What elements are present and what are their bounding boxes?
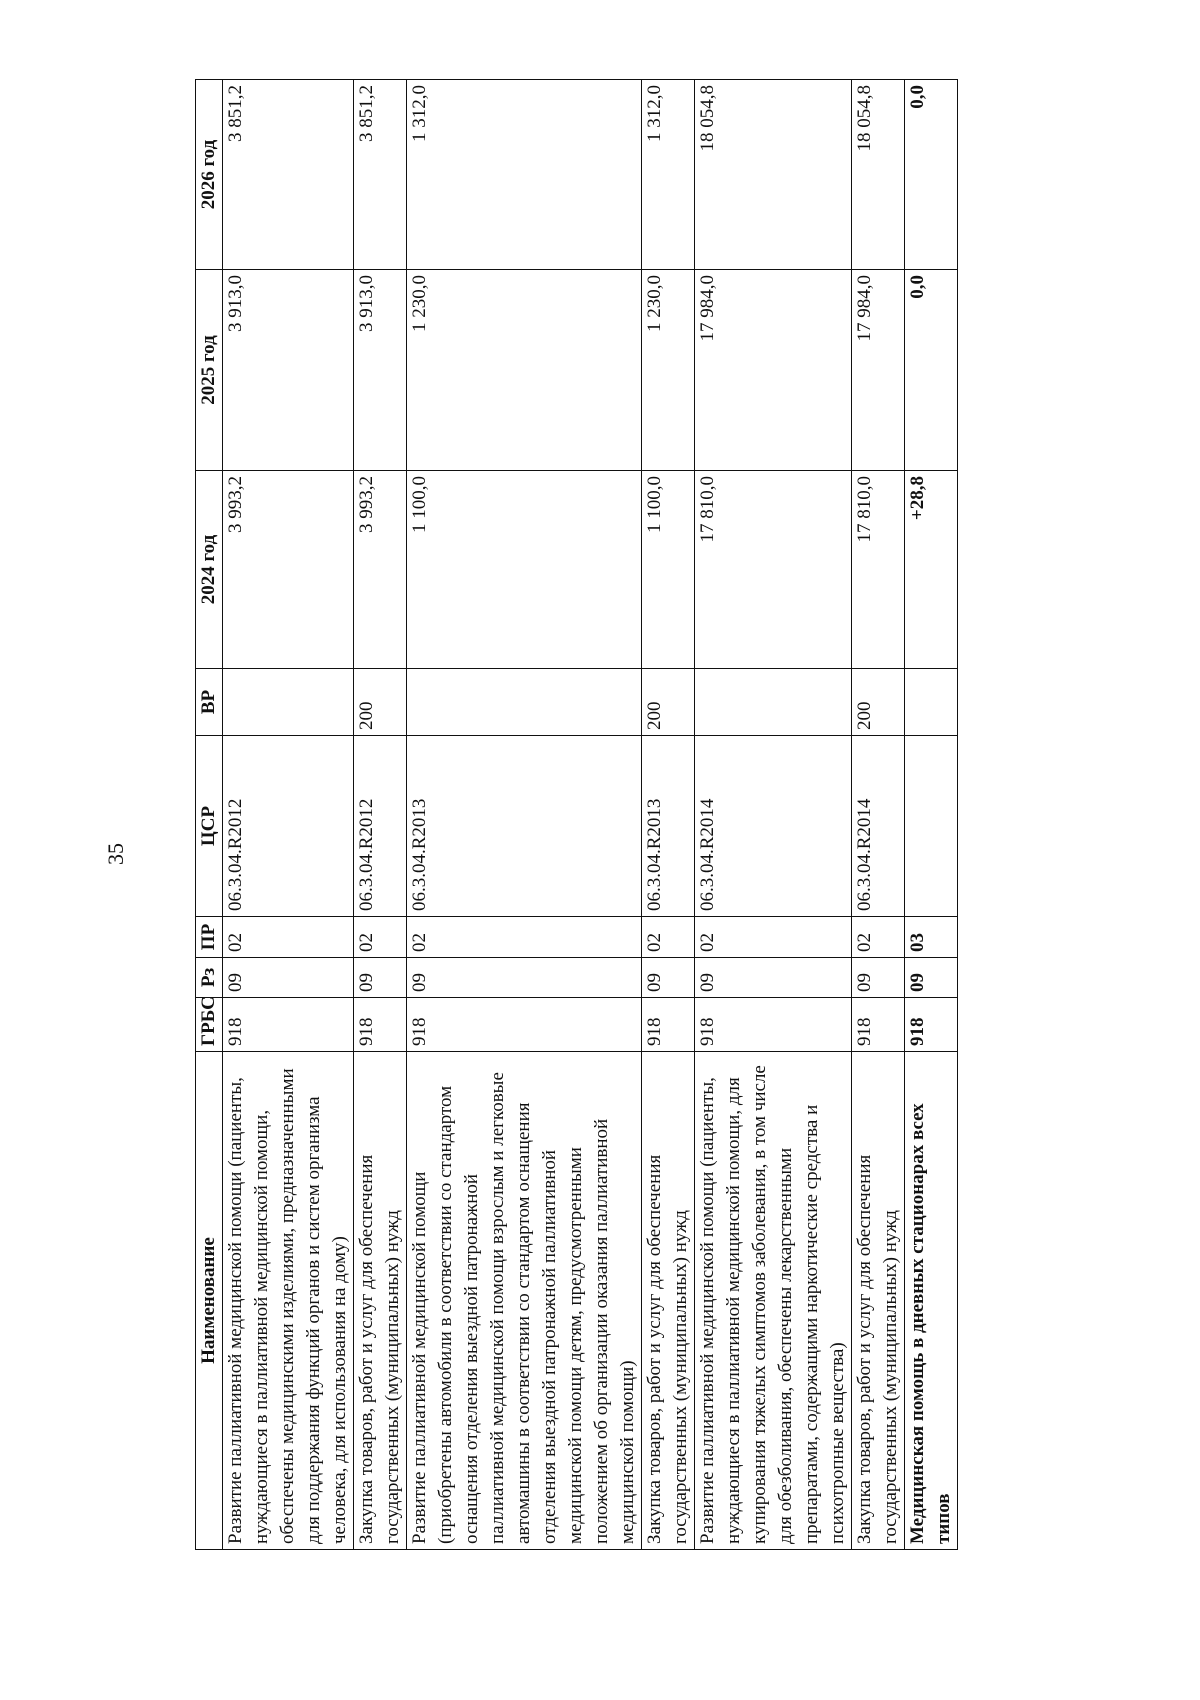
row-grbs: 918 xyxy=(354,998,407,1052)
row-pr: 03 xyxy=(905,917,958,958)
table-row xyxy=(695,80,852,1550)
row-grbs: 918 xyxy=(407,998,642,1052)
header-vr: ВР xyxy=(196,669,223,736)
row-name: Развитие паллиативной медицинской помощи (пациенты, нуждающиеся в паллиативной медицинской помощи, для купирования тяжелых симптомов заболевания, в том числе для обезболивания, обеспечены лекарственными препаратами, содержащими наркотические средства и психотропные вещества) xyxy=(695,1052,852,1550)
row-pr: 02 xyxy=(354,917,407,958)
row-2024: 1 100,0 xyxy=(407,471,642,669)
row-vr xyxy=(407,669,642,736)
row-2026: 1 312,0 xyxy=(642,80,695,270)
row-2024: +28,8 xyxy=(905,471,958,669)
budget-table xyxy=(195,79,958,1550)
row-name: Закупка товаров, работ и услуг для обеспечения государственных (муниципальных) нужд xyxy=(642,1052,695,1550)
row-pr: 02 xyxy=(852,917,905,958)
header-grbs: ГРБС xyxy=(196,998,223,1052)
header-name: Наименование xyxy=(196,1052,223,1550)
row-pr: 02 xyxy=(223,917,354,958)
row-rz: 09 xyxy=(223,958,354,998)
row-vr xyxy=(695,669,852,736)
row-2024: 17 810,0 xyxy=(852,471,905,669)
row-2024: 3 993,2 xyxy=(223,471,354,669)
row-csr: 06.3.04.R2013 xyxy=(407,736,642,917)
row-2025: 1 230,0 xyxy=(407,270,642,471)
row-name: Развитие паллиативной медицинской помощи (пациенты, нуждающиеся в паллиативной медицинской помощи, обеспечены медицинскими изделиями, предназначенными для поддержания функций органов и систем организма человека, для использования на дому) xyxy=(223,1052,354,1550)
row-vr: 200 xyxy=(852,669,905,736)
rotated-table-inner xyxy=(195,80,1105,1550)
row-rz: 09 xyxy=(354,958,407,998)
row-2026: 3 851,2 xyxy=(223,80,354,270)
row-2026: 18 054,8 xyxy=(695,80,852,270)
row-2024: 17 810,0 xyxy=(695,471,852,669)
row-2024: 3 993,2 xyxy=(354,471,407,669)
row-csr: 06.3.04.R2014 xyxy=(695,736,852,917)
page-number: 35 xyxy=(103,843,128,865)
row-vr xyxy=(905,669,958,736)
rotated-table-frame xyxy=(195,80,1105,1550)
row-name: Закупка товаров, работ и услуг для обеспечения государственных (муниципальных) нужд xyxy=(354,1052,407,1550)
header-2024: 2024 год xyxy=(196,471,223,669)
row-rz: 09 xyxy=(905,958,958,998)
row-2025: 0,0 xyxy=(905,270,958,471)
row-grbs: 918 xyxy=(852,998,905,1052)
row-csr xyxy=(905,736,958,917)
row-2026: 18 054,8 xyxy=(852,80,905,270)
header-2026: 2026 год xyxy=(196,80,223,270)
table-row-total xyxy=(905,80,958,1550)
table-row xyxy=(354,80,407,1550)
table-row xyxy=(223,80,354,1550)
row-name: Развитие паллиативной медицинской помощи (приобретены автомобили в соответствии со стандартом оснащения отделения выездной патронажной паллиативной медицинской помощи взрослым и легковые автомашины в соответствии со стандартом оснащения отделения выездной патронажной паллиативной медицинской помощи детям, предусмотренными положением об организации оказания паллиативной медицинской помощи) xyxy=(407,1052,642,1550)
table-row xyxy=(407,80,642,1550)
row-rz: 09 xyxy=(407,958,642,998)
row-2025: 17 984,0 xyxy=(695,270,852,471)
row-grbs: 918 xyxy=(905,998,958,1052)
table-row xyxy=(852,80,905,1550)
header-pr: ПР xyxy=(196,917,223,958)
row-name: Закупка товаров, работ и услуг для обеспечения государственных (муниципальных) нужд xyxy=(852,1052,905,1550)
row-vr: 200 xyxy=(354,669,407,736)
row-2024: 1 100,0 xyxy=(642,471,695,669)
row-2026: 3 851,2 xyxy=(354,80,407,270)
row-vr: 200 xyxy=(642,669,695,736)
row-rz: 09 xyxy=(852,958,905,998)
row-rz: 09 xyxy=(642,958,695,998)
row-2026: 0,0 xyxy=(905,80,958,270)
row-csr: 06.3.04.R2013 xyxy=(642,736,695,917)
row-csr: 06.3.04.R2012 xyxy=(354,736,407,917)
row-rz: 09 xyxy=(695,958,852,998)
row-grbs: 918 xyxy=(642,998,695,1052)
row-2025: 3 913,0 xyxy=(223,270,354,471)
header-rz: Рз xyxy=(196,958,223,998)
row-pr: 02 xyxy=(642,917,695,958)
row-grbs: 918 xyxy=(695,998,852,1052)
row-2026: 1 312,0 xyxy=(407,80,642,270)
row-2025: 17 984,0 xyxy=(852,270,905,471)
row-csr: 06.3.04.R2014 xyxy=(852,736,905,917)
row-pr: 02 xyxy=(695,917,852,958)
row-2025: 3 913,0 xyxy=(354,270,407,471)
row-2025: 1 230,0 xyxy=(642,270,695,471)
header-2025: 2025 год xyxy=(196,270,223,471)
table-row xyxy=(642,80,695,1550)
row-name: Медицинская помощь в дневных стационарах всех типов xyxy=(905,1052,958,1550)
row-pr: 02 xyxy=(407,917,642,958)
row-grbs: 918 xyxy=(223,998,354,1052)
row-csr: 06.3.04.R2012 xyxy=(223,736,354,917)
table-header-row xyxy=(196,80,223,1550)
row-vr xyxy=(223,669,354,736)
header-csr: ЦСР xyxy=(196,736,223,917)
